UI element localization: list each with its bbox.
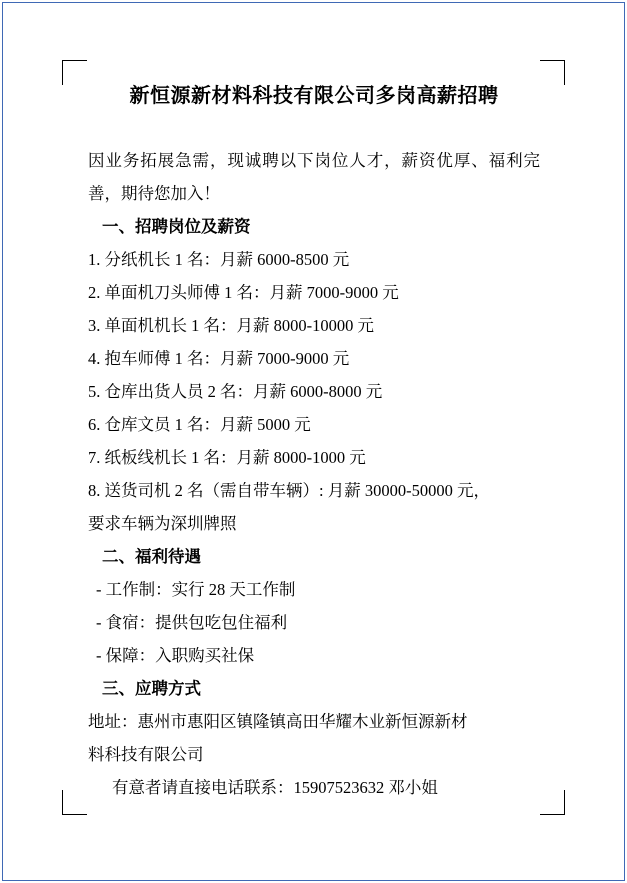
- section-heading-jobs: 一、招聘岗位及薪资: [102, 217, 251, 236]
- job-item-7: 7. 纸板线机长 1 名：月薪 8000-1000 元: [88, 448, 366, 467]
- benefit-item-1: - 工作制：实行 28 天工作制: [96, 580, 296, 599]
- benefit-item-3: - 保障：入职购买社保: [96, 646, 255, 665]
- contact-line: 有意者请直接电话联系：15907523632 邓小姐: [112, 778, 438, 797]
- section-heading-benefits: 二、福利待遇: [102, 547, 201, 566]
- crop-mark-bottom-right: [540, 790, 565, 815]
- job-item-8: 8. 送货司机 2 名（需自带车辆）: 月薪 30000-50000 元，: [88, 481, 490, 500]
- address-line-2: 料科技有限公司: [88, 745, 204, 764]
- crop-mark-bottom-left: [62, 790, 87, 815]
- benefit-item-2: - 食宿：提供包吃包住福利: [96, 613, 288, 632]
- intro-paragraph: 因业务拓展急需，现诚聘以下岗位人才，薪资优厚、福利完善，期待您加入！: [88, 151, 540, 203]
- title-spacer: [88, 110, 540, 144]
- job-item-6: 6. 仓库文员 1 名：月薪 5000 元: [88, 415, 311, 434]
- job-item-8-continuation: 要求车辆为深圳牌照: [88, 514, 237, 533]
- job-item-5: 5. 仓库出货人员 2 名：月薪 6000-8000 元: [88, 382, 383, 401]
- address-line-1: 地址：惠州市惠阳区镇隆镇高田华耀木业新恒源新材: [88, 712, 468, 731]
- page-title: 新恒源新材料科技有限公司多岗高薪招聘: [129, 85, 499, 107]
- crop-mark-top-left: [62, 60, 87, 85]
- crop-mark-top-right: [540, 60, 565, 85]
- job-item-2: 2. 单面机刀头师傅 1 名：月薪 7000-9000 元: [88, 283, 399, 302]
- job-item-4: 4. 抱车师傅 1 名：月薪 7000-9000 元: [88, 349, 350, 368]
- job-item-3: 3. 单面机机长 1 名：月薪 8000-10000 元: [88, 316, 374, 335]
- document-content: [88, 74, 540, 804]
- section-heading-apply: 三、应聘方式: [102, 679, 201, 698]
- job-item-1: 1. 分纸机长 1 名：月薪 6000-8500 元: [88, 250, 350, 269]
